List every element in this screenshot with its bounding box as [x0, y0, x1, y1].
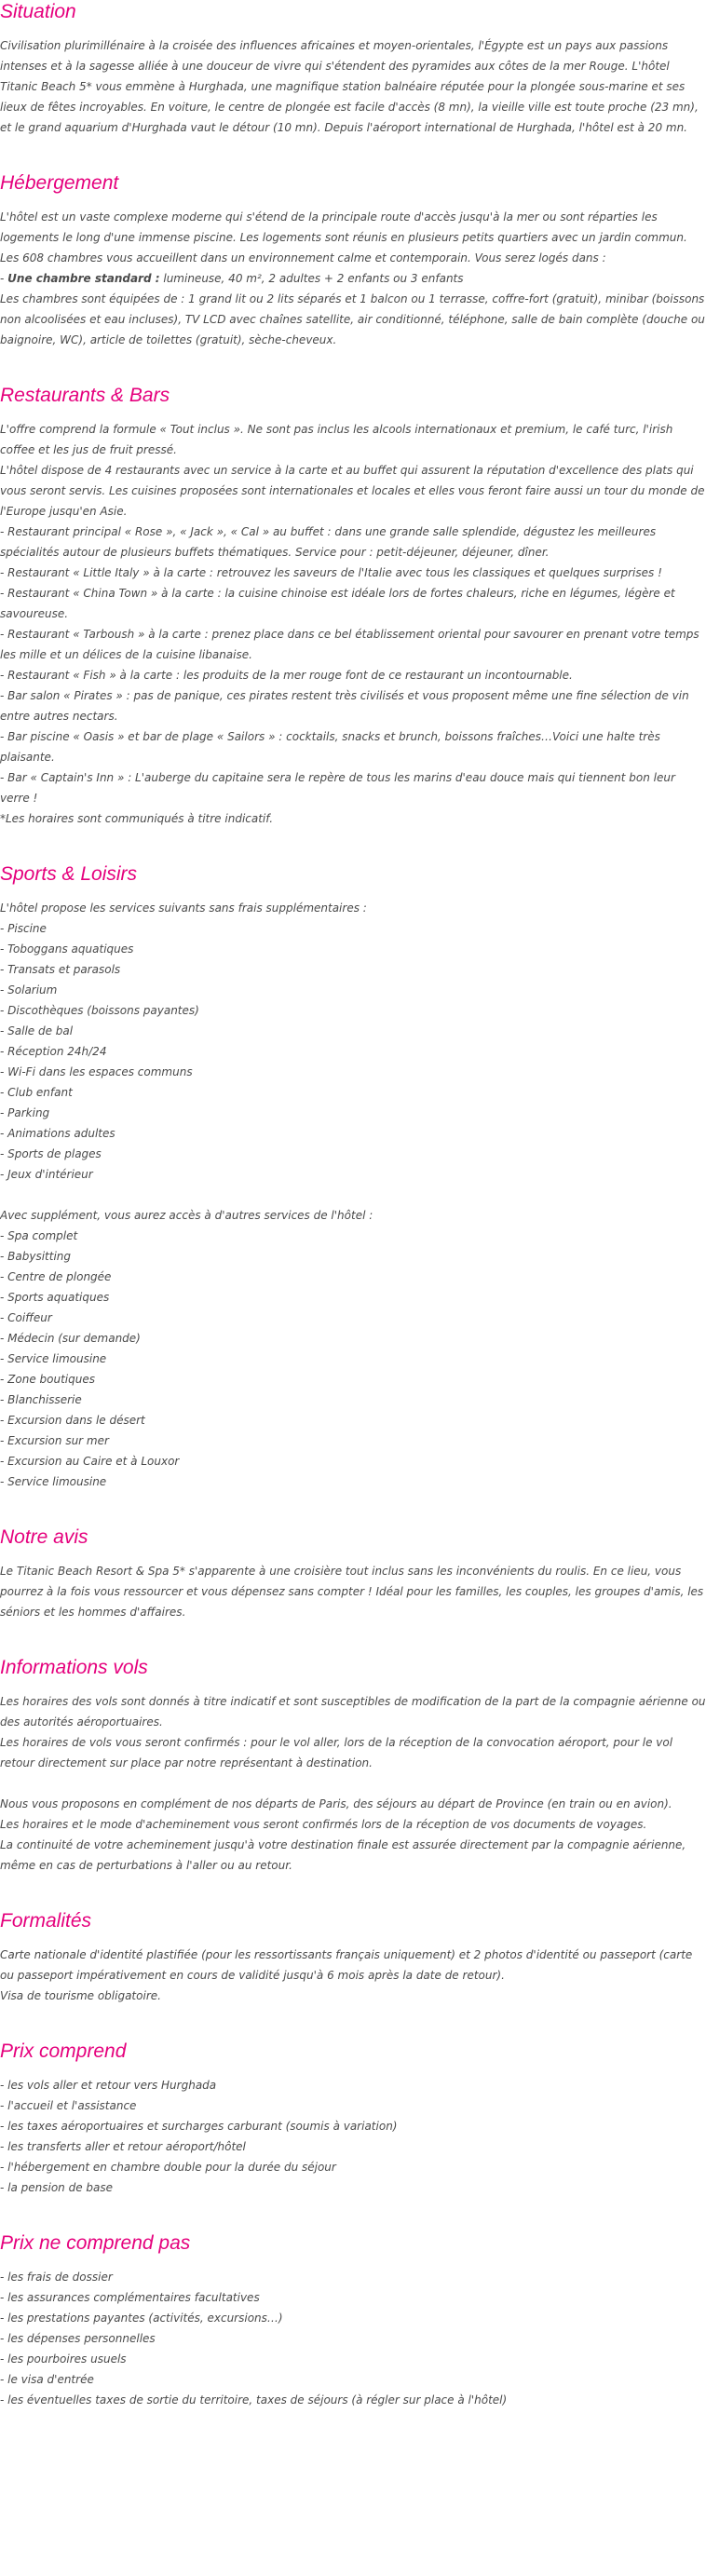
list-item: - les pourboires usuels: [0, 2352, 127, 2366]
sports-paid-list: [0, 1226, 706, 1492]
list-item: - Centre de plongée: [0, 1270, 112, 1283]
list-item: - Réception 24h/24: [0, 1045, 107, 1058]
section-sports: [0, 862, 706, 1492]
restaurants-paragraph: - Restaurant « China Town » à la carte : la cuisine chinoise est idéale lors de fortes chaleurs, riche en légumes, légère et savoureuse.: [0, 587, 675, 620]
list-item: - les assurances complémentaires facultatives: [0, 2291, 260, 2304]
room-prefix: -: [0, 272, 8, 285]
list-item: - l'hébergement en chambre double pour la durée du séjour: [0, 2161, 336, 2174]
restaurants-paragraph: - Restaurant principal « Rose », « Jack », « Cal » au buffet : dans une grande salle splendide, dégustez les meilleures spécialités autour de plusieurs buffets thématiques. Service pour : petit-déjeuner, déjeuner, dîner.: [0, 525, 657, 559]
list-item: - Wi-Fi dans les espaces communs: [0, 1065, 193, 1078]
list-item: - Animations adultes: [0, 1127, 115, 1140]
vols-p2: Les horaires de vols vous seront confirmés : pour le vol aller, lors de la réception de la convocation aéroport, pour le vol retour directement sur place par notre représentant à destination.: [0, 1736, 673, 1769]
list-item: - Excursion dans le désert: [0, 1414, 145, 1427]
list-item: - Salle de bal: [0, 1024, 74, 1037]
restaurants-text: [0, 419, 706, 829]
formalites-text: [0, 1945, 706, 2006]
vols-p5: La continuité de votre acheminement jusqu'à votre destination finale est assurée directement par la compagnie aérienne, même en cas de perturbations à l'aller ou au retour.: [0, 1838, 686, 1872]
restaurants-paragraph: - Bar piscine « Oasis » et bar de plage « Sailors » : cocktails, snacks et brunch, boissons fraîches…Voici une halte très plaisante.: [0, 730, 660, 764]
list-item: - Parking: [0, 1106, 50, 1119]
list-item: - Sports de plages: [0, 1147, 102, 1160]
list-item: - le visa d'entrée: [0, 2373, 94, 2386]
list-item: - Sports aquatiques: [0, 1291, 110, 1304]
vols-p3: Nous vous proposons en complément de nos départs de Paris, des séjours au départ de Province (en train ou en avion).: [0, 1797, 672, 1810]
list-item: - les prestations payantes (activités, excursions…): [0, 2312, 283, 2325]
vols-p4: Les horaires et le mode d'acheminement vous seront confirmés lors de la réception de vos documents de voyages.: [0, 1818, 647, 1831]
spacer: [0, 1773, 706, 1794]
list-item: - Discothèques (boissons payantes): [0, 1004, 199, 1017]
hebergement-title: Hébergement: [0, 172, 119, 194]
list-item: - Coiffeur: [0, 1311, 52, 1324]
restaurants-paragraph: - Restaurant « Little Italy » à la carte : retrouvez les saveurs de l'Italie avec tous les classiques et quelques surprises !: [0, 566, 662, 579]
sports-paid-intro: Avec supplément, vous aurez accès à d'autres services de l'hôtel :: [0, 1209, 373, 1222]
ne-comprend-list: [0, 2267, 706, 2410]
formalites-p1: Carte nationale d'identité plastifiée (pour les ressortissants français uniquement) et 2 photos d'identité ou passeport (carte ou passeport impérativement en cours de validité jusqu'à 6 mois après la date de retour).: [0, 1948, 693, 1982]
sports-free-intro: L'hôtel propose les services suivants sans frais supplémentaires :: [0, 902, 367, 915]
vols-p1: Les horaires des vols sont donnés à titre indicatif et sont susceptibles de modification de la part de la compagnie aérienne ou des autorités aéroportuaires.: [0, 1695, 706, 1729]
list-item: - Excursion au Caire et à Louxor: [0, 1455, 180, 1468]
avis-paragraph: Le Titanic Beach Resort & Spa 5* s'apparente à une croisière tout inclus sans les inconvénients du roulis. En ce lieu, vous pourrez à la fois vous ressourcer et vous dépensez sans compter ! Idéal pour les familles, les couples, les groupes d'amis, les séniors et les hommes d'affaires.: [0, 1565, 704, 1619]
list-item: - l'accueil et l'assistance: [0, 2099, 137, 2112]
list-item: - la pension de base: [0, 2181, 114, 2194]
spacer: [0, 1185, 706, 1205]
section-vols: [0, 1656, 706, 1876]
restaurants-paragraph: L'offre comprend la formule « Tout inclus ». Ne sont pas inclus les alcools internationaux et premium, le café turc, l'irish coffee et les jus de fruit pressé.: [0, 423, 673, 456]
room-name: Une chambre standard :: [7, 272, 160, 285]
restaurants-paragraph: - Bar salon « Pirates » : pas de panique, ces pirates restent très civilisés et vous proposent même une fine sélection de vin entre autres nectars.: [0, 689, 689, 723]
vols-title: Informations vols: [0, 1657, 148, 1678]
restaurants-paragraph: - Bar « Captain's Inn » : L'auberge du capitaine sera le repère de tous les marins d'eau douce mais qui tiennent bon leur verre !: [0, 771, 675, 805]
hebergement-room: [0, 268, 706, 289]
restaurants-title: Restaurants & Bars: [0, 385, 170, 406]
restaurants-paragraph: *Les horaires sont communiqués à titre indicatif.: [0, 812, 274, 825]
section-comprend: [0, 2040, 706, 2198]
section-formalites: [0, 1909, 706, 2006]
ne-comprend-title: Prix ne comprend pas: [0, 2232, 191, 2254]
list-item: - Toboggans aquatiques: [0, 942, 134, 956]
sports-free-list: [0, 918, 706, 1185]
section-hebergement: [0, 171, 706, 350]
section-avis: [0, 1525, 706, 1622]
comprend-title: Prix comprend: [0, 2040, 127, 2062]
comprend-list: [0, 2075, 706, 2198]
list-item: - les frais de dossier: [0, 2271, 113, 2284]
vols-text: [0, 1691, 706, 1876]
list-item: - les transferts aller et retour aéroport/hôtel: [0, 2140, 246, 2153]
formalites-p2: Visa de tourisme obligatoire.: [0, 1989, 161, 2002]
list-item: - Spa complet: [0, 1229, 78, 1242]
list-item: - Service limousine: [0, 1352, 107, 1365]
sports-text: [0, 898, 706, 1492]
list-item: - Service limousine: [0, 1475, 107, 1488]
formalites-title: Formalités: [0, 1910, 92, 1932]
list-item: - les éventuelles taxes de sortie du territoire, taxes de séjours (à régler sur place à l'hôtel): [0, 2393, 508, 2407]
situation-title: Situation: [0, 1, 76, 22]
list-item: - Jeux d'intérieur: [0, 1168, 93, 1181]
restaurants-paragraph: - Restaurant « Fish » à la carte : les produits de la mer rouge font de ce restaurant un incontournable.: [0, 669, 573, 682]
sports-title: Sports & Loisirs: [0, 863, 138, 885]
avis-text: [0, 1561, 706, 1622]
section-situation: [0, 0, 706, 138]
list-item: - Transats et parasols: [0, 963, 121, 976]
list-item: - les vols aller et retour vers Hurghada: [0, 2079, 217, 2092]
hebergement-equipment: Les chambres sont équipées de : 1 grand lit ou 2 lits séparés et 1 balcon ou 1 terrasse, coffre-fort (gratuit), minibar (boissons non alcoolisées et eau incluses), TV LCD avec chaînes satellite, air conditionné, téléphone, salle de bain complète (douche ou baignoire, WC), article de toilettes (gratuit), sèche-cheveux.: [0, 292, 705, 346]
list-item: - Médecin (sur demande): [0, 1332, 141, 1345]
situation-paragraph: Civilisation plurimillénaire à la croisée des influences africaines et moyen-orientales, l'Égypte est un pays aux passions intenses et à la sagesse alliée à une douceur de vivre qui s'étendent des pyramides aux côtes de la mer Rouge. L'hôtel Titanic Beach 5* vous emmène à Hurghada, une magnifique station balnéaire réputée pour la plongée sous-marine et ses lieux de fêtes incroyables. En voiture, le centre de plongée est facile d'accès (8 mn), la vieille ville est toute proche (23 mn), et le grand aquarium d'Hurghada vaut le détour (10 mn). Depuis l'aéroport international de Hurghada, l'hôtel est à 20 mn.: [0, 39, 699, 134]
list-item: - Zone boutiques: [0, 1373, 95, 1386]
list-item: - Club enfant: [0, 1086, 73, 1099]
list-item: - Piscine: [0, 922, 47, 935]
list-item: - Blanchisserie: [0, 1393, 82, 1406]
restaurants-paragraph: L'hôtel dispose de 4 restaurants avec un service à la carte et au buffet qui assurent la réputation d'excellence des plats qui vous seront servis. Les cuisines proposées sont internationales et locales et elles vous feront faire aussi un tour du monde de l'Europe jusqu'en Asie.: [0, 464, 705, 518]
list-item: - Solarium: [0, 983, 58, 997]
avis-title: Notre avis: [0, 1526, 88, 1548]
list-item: - les dépenses personnelles: [0, 2332, 156, 2345]
hebergement-intro: L'hôtel est un vaste complexe moderne qui s'étend de la principale route d'accès jusqu'à la mer ou sont réparties les logements le long d'une immense piscine. Les logements sont réunis en plusieurs petits quartiers avec un jardin commun. Les 608 chambres vous accueillent dans un environnement calme et contemporain. Vous serez logés dans :: [0, 210, 687, 264]
section-restaurants: [0, 384, 706, 829]
section-ne-comprend: [0, 2231, 706, 2410]
restaurants-paragraph: - Restaurant « Tarboush » à la carte : prenez place dans ce bel établissement oriental pour savourer en prenant votre temps les mille et un délices de la cuisine libanaise.: [0, 628, 699, 661]
list-item: - Excursion sur mer: [0, 1434, 109, 1447]
situation-text: [0, 35, 706, 138]
room-desc: lumineuse, 40 m², 2 adultes + 2 enfants ou 3 enfants: [159, 272, 464, 285]
list-item: - Babysitting: [0, 1250, 72, 1263]
list-item: - les taxes aéroportuaires et surcharges carburant (soumis à variation): [0, 2120, 398, 2133]
hebergement-text: [0, 207, 706, 350]
